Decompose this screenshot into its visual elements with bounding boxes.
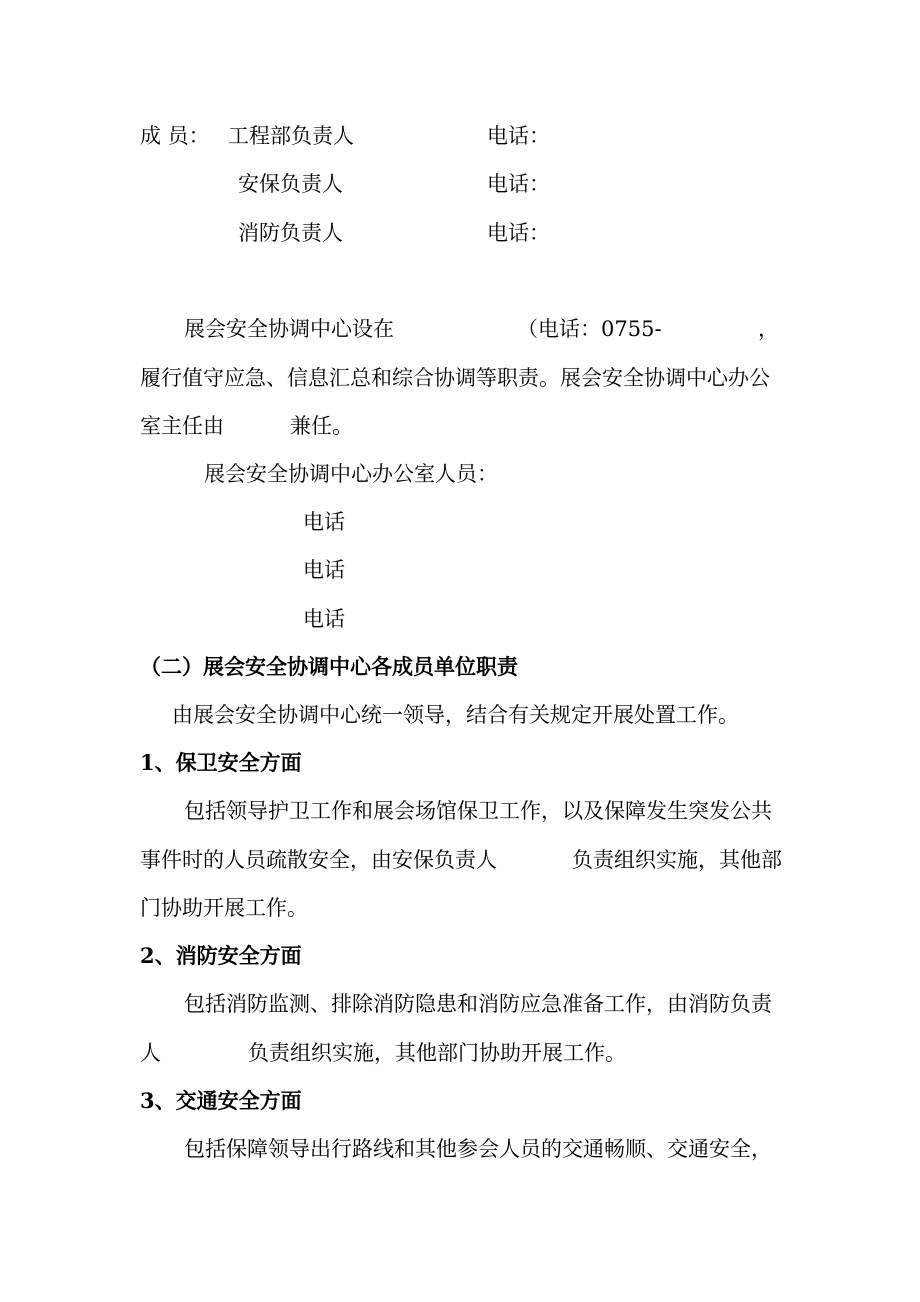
item2-line2b: 负责组织实施，其他部门协助开展工作。 xyxy=(248,1041,626,1065)
item1-line3: 门协助开展工作。 xyxy=(140,896,308,920)
item1-line1: 包括领导护卫工作和展会场馆保卫工作，以及保障发生突发公共 xyxy=(184,799,772,823)
item2-heading: 2、消防安全方面 xyxy=(140,943,302,968)
section2-intro: 由展会安全协调中心统一领导，结合有关规定开展处置工作。 xyxy=(172,703,739,727)
item2-line1: 包括消防监测、排除消防隐患和消防应急准备工作，由消防负责 xyxy=(184,992,772,1016)
member-phone-fire: 电话： xyxy=(487,221,550,245)
member-role-security: 安保负责人 xyxy=(238,172,343,196)
item3-line1: 包括保障领导出行路线和其他参会人员的交通畅顺、交通安全， xyxy=(184,1137,772,1161)
staff-phone-3: 电话 xyxy=(303,607,345,631)
center-phone-text: （电话：0755- xyxy=(517,317,662,341)
item2-line2a: 人 xyxy=(140,1041,161,1065)
center-comma: ， xyxy=(758,317,779,341)
member-role-fire: 消防负责人 xyxy=(238,221,343,245)
item1-heading: 1、保卫安全方面 xyxy=(140,750,302,775)
member-phone-engineering: 电话： xyxy=(487,124,550,148)
item1-line2a: 事件时的人员疏散安全，由安保负责人 xyxy=(140,848,497,872)
center-director-suffix: 兼任。 xyxy=(290,414,353,438)
staff-phone-1: 电话 xyxy=(303,510,345,534)
item3-heading: 3、交通安全方面 xyxy=(140,1088,302,1113)
center-duties-line: 履行值守应急、信息汇总和综合协调等职责。展会安全协调中心办公 xyxy=(140,366,770,390)
members-label: 成 员： xyxy=(140,124,210,148)
office-staff-label: 展会安全协调中心办公室人员： xyxy=(204,462,498,486)
section2-heading: （二）展会安全协调中心各成员单位职责 xyxy=(140,654,518,679)
item1-line2b: 负责组织实施，其他部 xyxy=(572,848,782,872)
center-director-label: 室主任由 xyxy=(140,414,224,438)
member-phone-security: 电话： xyxy=(487,172,550,196)
staff-phone-2: 电话 xyxy=(303,558,345,582)
center-location-text: 展会安全协调中心设在 xyxy=(184,317,394,341)
member-role-engineering: 工程部负责人 xyxy=(228,124,354,148)
